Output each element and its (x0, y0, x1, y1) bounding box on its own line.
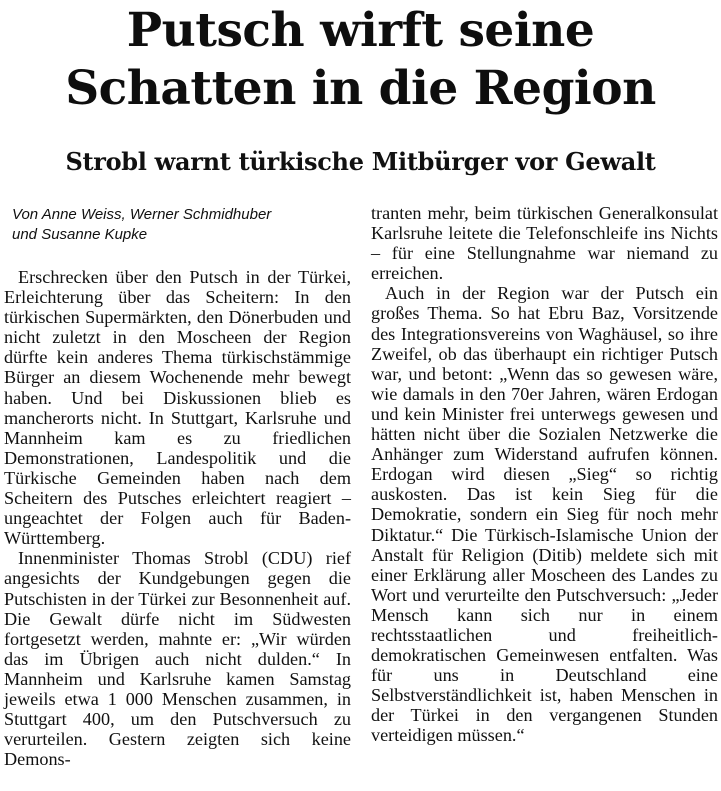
headline-line-1: Putsch wirft seine (126, 3, 595, 58)
paragraph-strobl: Innenminister Thomas Strobl (CDU) rief angesichts der Kundgebungen gegen die Putschisten in der Türkei zur Besonnenheit auf. Die Gewalt dürfe nicht im Südwesten fortgesetzt werden, mahnte er: „Wir würden das im Übrigen auch nicht dulden.“ In Mannheim und Karlsruhe kamen Samstag jeweils etwa 1 000 Menschen zusammen, in Stuttgart 400, um den Putschversuch zu verurteilen. Gestern zeigten sich keine Demons- (4, 548, 351, 770)
headline-line-2: Schatten in die Region (65, 61, 656, 116)
paragraph-continuation: tranten mehr, beim türkischen Generalkonsulat Karlsruhe leitete die Telefonschleife ins Nichts – für eine Stellungnahme war niemand zu erreichen. (371, 203, 718, 284)
paragraph-intro: Erschrecken über den Putsch in der Türkei, Erleichterung über das Scheitern: In den türkischen Supermärkten, den Dönerbuden und nicht zuletzt in den Moscheen der Region dürfte kein anderes Thema türkischstämmige Bürger an diesem Wochenende mehr bewegt haben. Und bei Diskussionen blieb es mancherorts nicht. In Stuttgart, Karlsruhe und Mannheim kam es zu friedlichen Demonstrationen, Landespolitik und die Türkische Gemeinden haben nach dem Scheitern des Putsches erleichtert reagiert – ungeachtet der Folgen auch für Baden-Württemberg. (4, 267, 351, 549)
article-column-right (371, 203, 718, 746)
byline-line-2: und Susanne Kupke (12, 226, 148, 243)
subheadline: Strobl warnt türkische Mitbürger vor Gewalt (65, 147, 656, 176)
byline (12, 205, 351, 245)
article-column-left (4, 205, 351, 769)
byline-line-1: Von Anne Weiss, Werner Schmidhuber (12, 206, 272, 223)
headline (0, 2, 721, 118)
paragraph-region: Auch in der Region war der Putsch ein großes Thema. So hat Ebru Baz, Vorsitzende des Integrationsvereins von Waghäusel, so ihre Zweifel, ob das überhaupt ein richtiger Putsch war, und betont: „Wenn das so gewesen wäre, wie damals in den 70er Jahren, wären Erdogan und kein Minister frei unterwegs gewesen und hätten nicht über die Sozialen Netzwerke die Anhänger zum Widerstand aufrufen können. Erdogan wird diesen „Sieg“ so richtig auskosten. Das ist kein Sieg für die Demokratie, sondern ein Sieg für noch mehr Diktatur.“ Die Türkisch-Islamische Union der Anstalt für Religion (Ditib) meldete sich mit einer Erklärung aller Moscheen des Landes zu Wort und verurteilte den Putschversuch: „Jeder Mensch kann sich nur in einem rechtsstaatlichen und freiheitlich-demokratischen Gemeinwesen entfalten. Was für uns in Deutschland eine Selbstverständlichkeit ist, haben Menschen in der Türkei in den vergangenen Stunden verteidigen müssen.“ (371, 283, 718, 746)
